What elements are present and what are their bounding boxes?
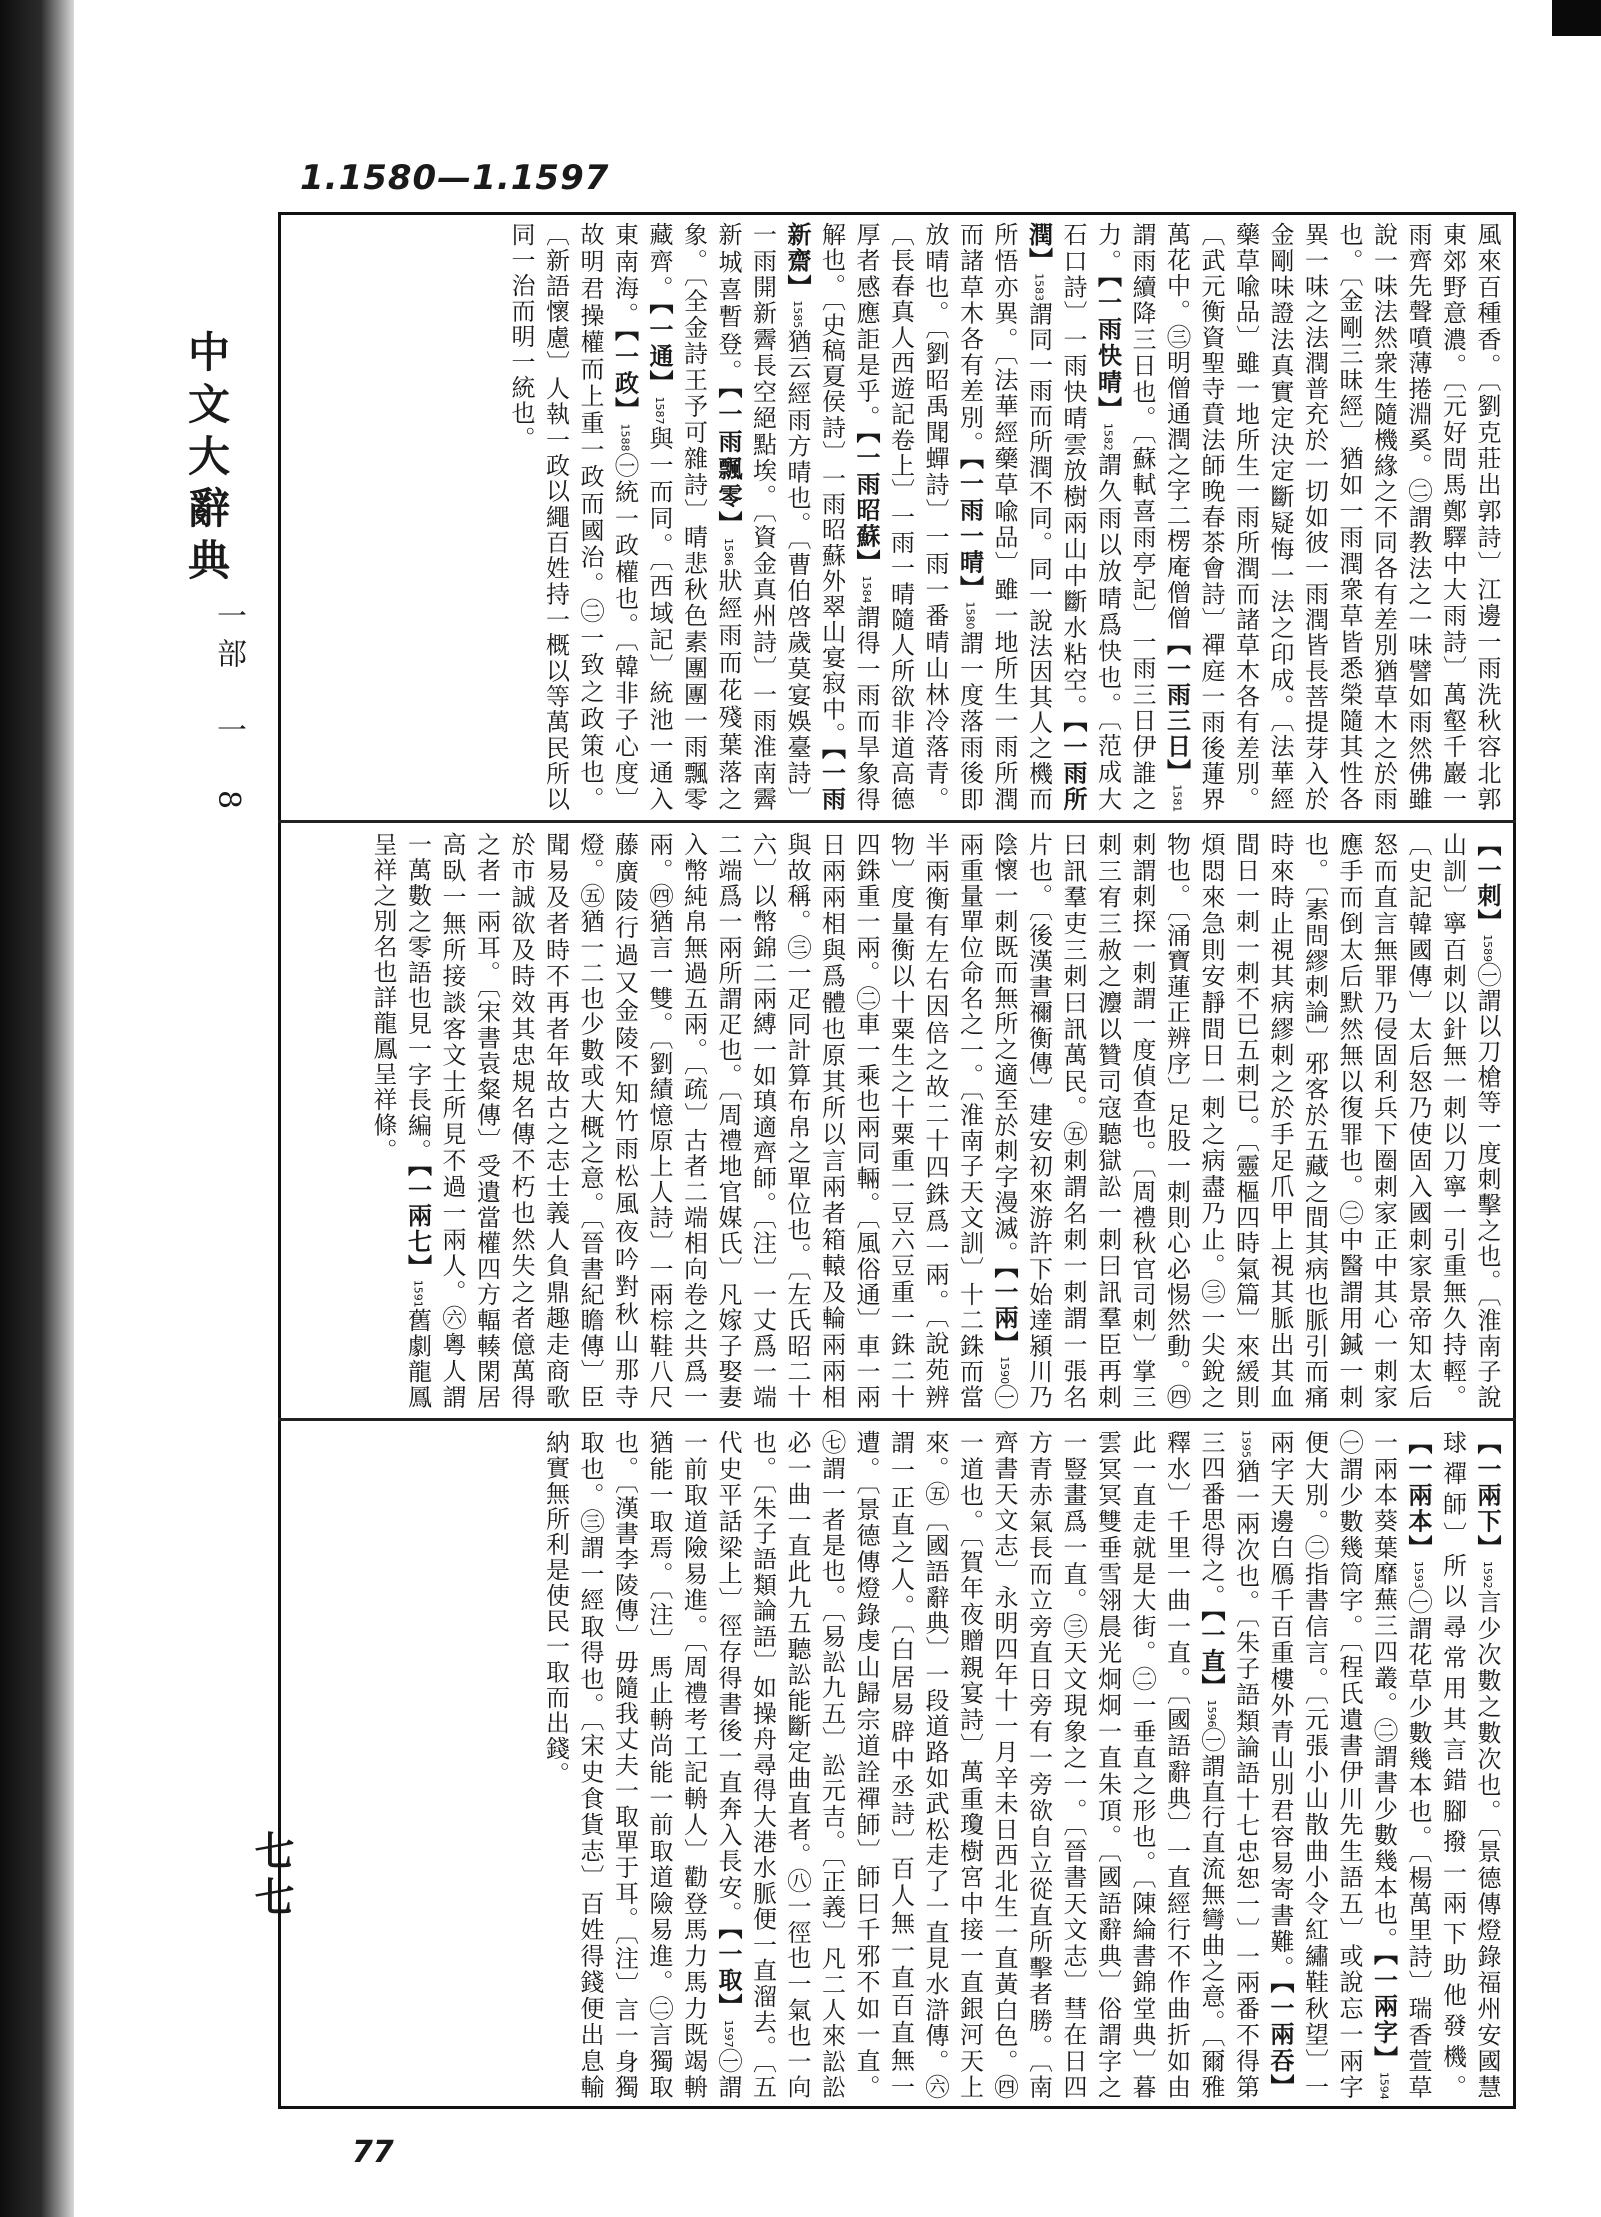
- panel-divider-1: [278, 820, 1516, 823]
- panel-middle: [290, 832, 1504, 1410]
- panel-bottom: [290, 1430, 1504, 2100]
- entry-headword: 【一直】: [1197, 1609, 1226, 1700]
- book-title: 中文大辭典: [182, 330, 231, 590]
- entry-definition: 猶云經雨方晴也。〔曹伯啓歲莫宴娛臺詩〕一雨開新霽長空絕點埃。〔資金真州詩〕一雨淮南霽新城喜暫登。: [714, 222, 811, 812]
- entry-headword: 【一取】: [714, 1927, 743, 2020]
- entry-headword: 【一雨飄零】: [714, 386, 743, 538]
- entry-definition: 狀經雨而花殘葉落之象。〔全金詩王予可雜詩〕晴悲秋色素團團一雨飄零藏齊。: [645, 222, 742, 812]
- entry-headword: 【一雨所潤】: [1024, 222, 1088, 812]
- entry-headword: 【一兩吞】: [1266, 1981, 1295, 2100]
- entry-number: 1597: [722, 2019, 735, 2048]
- entry-headword: 【一雨新齋】: [783, 222, 847, 812]
- page-number-cjk: 七七: [248, 1830, 295, 1922]
- entry-definition: ㊀謂花草少數幾本也。〔楊萬里詩〕瑞香萱草一兩本葵葉靡蕪三四叢。㊁謂書少數幾本也。: [1369, 1430, 1432, 2100]
- entry-headword: 【一雨昭蘇】: [852, 430, 881, 576]
- entry-definition: ㊀謂一前取道險易進。〔周禮考工記輈人〕勸登馬力馬力既竭輈猶能一取焉。〔注〕馬止輈尚能一前取道險易進。㊁言獨取也。〔漢書李陵傳〕毋隨我丈夫一取單于耳。〔注〕言一身獨取也。㊂謂一經取得也。〔宋史食貨志〕百姓得錢便出息輸納實無所利是使民一取而出錢。: [541, 1430, 742, 2100]
- entry-number: 1589: [1481, 934, 1494, 963]
- entry-definition: 舊劇龍鳳呈祥之別名也詳龍鳳呈祥條。: [369, 832, 432, 1410]
- entry-number: 1581: [1170, 784, 1184, 812]
- entry-number: 1588: [618, 423, 632, 452]
- entry-number: 1593: [1412, 1560, 1425, 1589]
- entry-headword: 【一雨快晴】: [1093, 275, 1123, 424]
- entry-number: 1583: [1032, 273, 1046, 302]
- entry-number: 1587: [653, 396, 666, 425]
- dictionary-entry: [404, 832, 1019, 1410]
- entry-headword: 【一兩字】: [1369, 1953, 1399, 2073]
- entry-definition: 謂得一雨而旱象得解也。〔史稿夏侯詩〕一雨昭蘇外翠山宴寂中。: [817, 222, 880, 812]
- dictionary-entry: [990, 832, 1501, 1410]
- entry-headword: 【一兩本】: [1404, 1430, 1433, 1561]
- entry-definition: 猶一兩次也。〔朱子語類論語十七忠恕一〕一兩番不得第三四番思得之。: [1197, 1430, 1260, 2100]
- panel-top: [290, 222, 1504, 812]
- entry-range-header: 1.1580—1.1597: [300, 158, 610, 198]
- entry-number: 1586: [722, 538, 735, 566]
- entry-definition: 言少次數之數次也。〔景德傳燈錄福州安國慧球禪師〕所以尋常用其言錯腳撥一兩下助他發機。: [1438, 1430, 1501, 2100]
- entry-headword: 【一刺】: [1473, 832, 1502, 935]
- entry-headword: 【一兩】: [990, 1266, 1019, 1357]
- entry-number: 1580: [963, 601, 977, 630]
- radical-section: 一部 一 8: [211, 600, 246, 818]
- binding-shadow: [0, 0, 74, 2217]
- dictionary-entry: [1163, 222, 1502, 812]
- dictionary-entry: [714, 1430, 1225, 2100]
- entry-number: 1591: [411, 1279, 425, 1308]
- entry-number: 1584: [860, 575, 873, 604]
- entry-headword: 【一政】: [610, 328, 640, 424]
- entry-headword: 【一通】: [645, 301, 674, 397]
- entry-definition: ㊀謂以刀槍等一度刺擊之也。〔淮南子說山訓〕寧百刺以針無一刺以刀寧一引重無久持輕。〔史記韓國傳〕太后怒乃使固入國刺家景帝知太后怒而直言無罪乃侵固利兵下圈刺家正中其心一刺家應手而倒太后默然無以復罪也。㊁中醫謂用鍼一刺也。〔素問繆刺論〕邪客於五藏之間其病也脈引而痛時來時止視其病繆刺之於手足爪甲上視其脈出其血間日一刺一刺不已五刺已。〔靈樞四時氣篇〕來緩則煩悶來急則安靜間日一刺之病盡乃止。㊂一尖銳之物也。〔涌寶蓮正辨序〕足股一刺則心必惕然動。㊃刺謂刺探一刺謂一度偵查也。〔周禮秋官司刺〕掌三刺三宥三赦之灋以贊司寇聽獄訟一刺曰訊羣臣再刺曰訊羣吏三刺曰訊萬民。㊄刺謂名刺一刺謂一張名片也。〔後漢書禰衡傳〕建安初來游許下始達潁川乃陰懷一刺既而無所之適至於刺字漫滅。: [990, 832, 1501, 1410]
- entry-definition: 謂雨續降三日也。〔蘇軾喜雨亭記〕一雨三日伊誰之力。: [1093, 222, 1156, 812]
- entry-number: 1590: [998, 1356, 1011, 1385]
- entry-number: 1595: [1239, 1430, 1253, 1458]
- entry-definition: 與一而同。〔西域記〕統池一通入東南海。: [610, 222, 673, 812]
- entry-headword: 【一雨三日】: [1162, 630, 1192, 785]
- entry-headword: 【一兩下】: [1473, 1430, 1502, 1561]
- entry-definition: 謂同一雨而所潤不同。同一說法因其人之機而所悟亦異。〔法華經藥草喩品〕雖一地所生一雨所潤而諸草木各有差別。: [955, 222, 1053, 812]
- entry-definition: ㊀謂直行直流無彎曲之意。〔爾雅釋水〕千里一曲一直。〔國語辭典〕一直經行不作曲折如由此一直走就是大街。㊁一垂直之形也。〔陳綸書錦堂典〕暮雲冥冥雙垂雪翎晨光炯炯一直朱頂。〔國語辭典〕俗謂字之一豎畫爲一直。㊂天文現象之一。〔晉書天文志〕彗在日四方青赤氣長而立旁直日旁有一旁欲自立從直所擊者勝。〔南齊書天文志〕永明四年十一月辛未日西北生一直黃白色。㊃一道也。〔賀年夜贈親宴詩〕萬重瓊樹宮中接一直銀河天上來。㊄〔國語辭典〕一段道路如武松走了一直見水滸傳。㊅謂一正直之人。〔白居易辟中丞詩〕百人無一直百直無一遭。〔景德傳燈錄虔山歸宗道詮禪師〕師曰千邪不如一直。㊆謂一者是也。〔易訟九五〕訟元吉。〔正義〕凡二人來訟訟必一曲一直此九五聽訟能斷定曲直者。㊇一徑也一氣也一向也。〔朱子語類論語〕如操舟尋得大港水脈便一直溜去。〔五代史平話梁上〕徑存得書後一直奔入長安。: [714, 1430, 1225, 2100]
- entry-number: 1585: [791, 300, 804, 329]
- entry-number: 1592: [1481, 1560, 1494, 1589]
- entry-definition: ㊀謂少數幾筒字。〔程氏遺書伊川先生語五〕或說忘一兩字便大別。㊁指書信言。〔元張小山散曲小令紅繡鞋秋望〕一兩字天邊白鴈千百重樓外青山別君容易寄書難。: [1266, 1430, 1363, 2100]
- entry-definition: ㊀統一政權也。〔韓非子心度〕故明君操權而上重一政而國治。㊁一致之政策也。〔新語懷慮〕人執一政以繩百姓持一概以等萬民所以同一治而明一統也。: [507, 222, 639, 812]
- entry-number: 1596: [1205, 1699, 1218, 1728]
- entry-definition: 謂久雨以放晴爲快也。〔范成大石口詩〕一雨快晴雲放樹兩山中斷水粘空。: [1059, 222, 1122, 812]
- entry-headword: 【一兩七】: [403, 1164, 433, 1280]
- dictionary-entry: [1439, 1430, 1502, 2100]
- scan-corner-mark: [1552, 0, 1601, 36]
- entry-definition: 風來百種香。〔劉克莊出郭詩〕江邊一雨洗秋容北郭東郊野意濃。〔元好問馬鄭驛中大雨詩〕萬壑千巖一雨齊先聲噴薄捲淵奚。㊁謂教法之一味譬如雨然佛雖說一味法然衆生隨機緣之不同各有差別猶草木之於雨也。〔金剛三昧經〕猶如一雨潤衆草皆悉榮隨其性各異一味之法潤普充於一切如彼一雨潤皆長菩提芽入於金剛味證法真實定決定斷疑悔一法之印成。〔法華經藥草喩品〕雖一地所生一雨所潤而諸草木各有差別。〔武元衡資聖寺賁法師晚春茶會詩〕禪庭一雨後蓮界萬花中。㊂明僧通潤之字二楞庵僧僧: [1162, 222, 1501, 812]
- entry-number: 1582: [1101, 423, 1115, 452]
- entry-headword: 【一雨一晴】: [955, 456, 985, 602]
- panel-divider-2: [278, 1418, 1516, 1421]
- entry-definition: ㊀兩重量單位命名之一。〔淮南子天文訓〕十二銖而當半兩衡有左右因倍之故二十四銖爲一兩。〔說苑辨物〕度量衡以十粟生之十粟重一豆六豆重一銖二十四銖重一兩。㊁車一乘也兩同輛。〔風俗通〕車一兩日兩兩相與爲體也原其所以言兩者箱轅及輪兩兩相與故稱。㊂一疋同計算布帛之單位也。〔左氏昭二十六〕以幣錦二兩縛一如瑱適齊師。〔注〕一丈爲一端二端爲一兩所謂疋也。〔周禮地官媒氏〕凡嫁子娶妻入幣純帛無過五兩。〔疏〕古者二端相向卷之共爲一兩。㊃猶言一雙。〔劉績憶原上人詩〕一兩棕鞋八尺藤廣陵行過又金陵不知竹雨松風夜吟對秋山那寺燈。㊄猶一二也少數或大概之意。〔晉書紀瞻傳〕臣聞易及者時不再者年故古之志士義人負鼎趣走商歌於市誠欲及時效其忠規名傳不朽也然失之者億萬得之者一兩耳。〔宋書袁粲傳〕受遺當權四方輻輳閑居高臥一無所接談客文士所見不過一兩人。㊅粵人謂一萬數之零語也見一字長編。: [403, 832, 1018, 1410]
- dictionary-entry: [542, 1430, 743, 2100]
- entry-number: 1594: [1377, 2072, 1391, 2100]
- entry-definition: 謂一度落雨後即放晴也。〔劉昭禹聞蟬詩〕一雨一番晴山林冷落青。〔長春真人西遊記卷上〕一雨一晴隨人所欲非道高德厚者感應詎是乎。: [852, 222, 984, 812]
- page-number: 77: [352, 2135, 394, 2170]
